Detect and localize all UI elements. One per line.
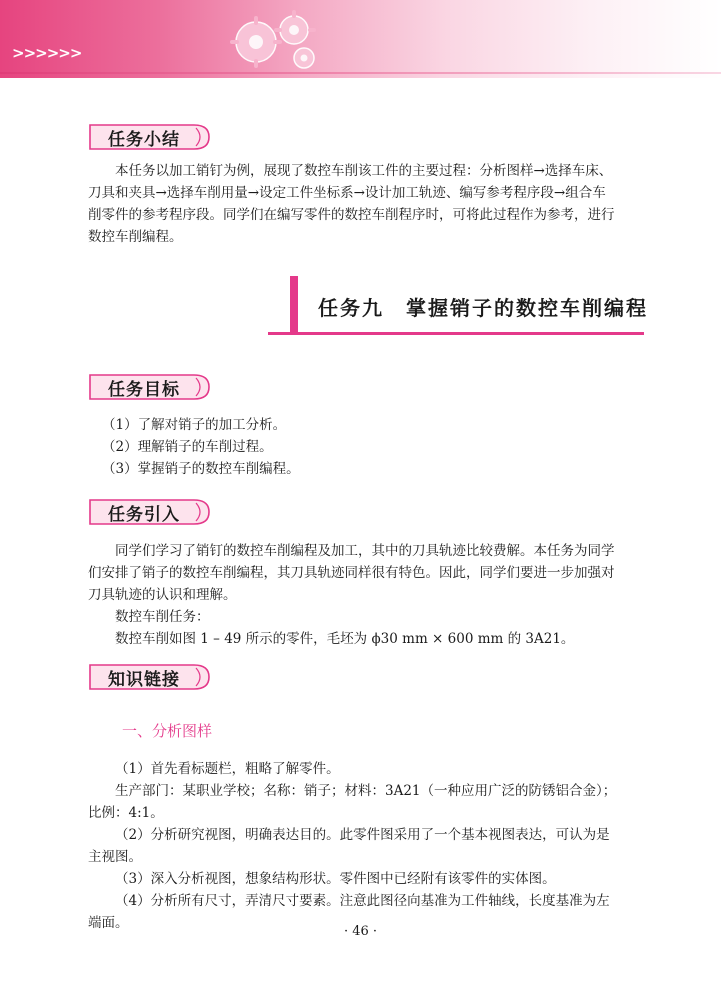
intro-line: 数控车削任务： xyxy=(115,609,210,625)
summary-paragraph xyxy=(88,160,643,248)
summary-badge xyxy=(88,122,212,152)
page-number: · 46 · xyxy=(343,924,378,939)
summary-badge-label: 任务小结 xyxy=(108,130,180,150)
header-banner xyxy=(0,0,721,78)
goal-item: （1）了解对销子的加工分析。 xyxy=(102,417,287,433)
chevrons-decoration: >>>>>> xyxy=(12,44,82,62)
section-subheading: 一、分析图样 xyxy=(122,722,213,740)
knowledge-badge-label: 知识链接 xyxy=(108,670,180,690)
intro-badge xyxy=(88,497,212,527)
knowledge-line: （2）分析研究视图，明确表达目的。此零件图采用了一个基本视图表达，可认为是 xyxy=(115,827,610,843)
knowledge-line: 生产部门：某职业学校；名称：销子；材料：3A21（一种应用广泛的防锈铝合金）； xyxy=(115,783,617,799)
gears-icon xyxy=(222,8,332,74)
summary-line: 数控车削编程。 xyxy=(88,229,183,245)
goal-item: （3）掌握销子的数控车削编程。 xyxy=(102,461,300,477)
goals-badge-label: 任务目标 xyxy=(108,380,180,400)
summary-line: 本任务以加工销钉为例，展现了数控车削该工件的主要过程：分析图样→选择车床、 xyxy=(115,163,613,179)
knowledge-line: 主视图。 xyxy=(88,849,142,865)
knowledge-line: 比例：4:1。 xyxy=(88,805,164,821)
task-title-underline xyxy=(268,332,644,335)
intro-paragraph xyxy=(88,540,643,650)
summary-line: 削零件的参考程序段。同学们在编写零件的数控车削程序时，可将此过程作为参考，进行 xyxy=(88,207,615,223)
intro-badge-label: 任务引入 xyxy=(108,505,180,525)
header-divider xyxy=(0,72,721,74)
intro-line: 们安排了销子的数控车削编程，其刀具轨迹同样很有特色。因此，同学们要进一步加强对 xyxy=(88,565,615,581)
knowledge-line: （3）深入分析视图，想象结构形状。零件图中已经附有该零件的实体图。 xyxy=(115,871,556,887)
knowledge-badge xyxy=(88,662,212,692)
knowledge-line: （4）分析所有尺寸，弄清尺寸要素。注意此图径向基准为工件轴线，长度基准为左 xyxy=(115,893,610,909)
knowledge-line: （1）首先看标题栏，粗略了解零件。 xyxy=(115,761,340,777)
knowledge-line: 端面。 xyxy=(88,915,129,931)
knowledge-paragraph xyxy=(88,758,643,934)
intro-line: 刀具轨迹的认识和理解。 xyxy=(88,587,237,603)
summary-line: 刀具和夹具→选择车削用量→设定工件坐标系→设计加工轨迹、编写参考程序段→组合车 xyxy=(88,185,606,201)
intro-line: 数控车削如图 1 – 49 所示的零件，毛坯为 ϕ30 mm × 600 mm 的 3A21。 xyxy=(115,631,575,647)
task-title-bar xyxy=(290,276,298,334)
intro-line: 同学们学习了销钉的数控车削编程及加工，其中的刀具轨迹比较费解。本任务为同学 xyxy=(115,543,615,559)
goal-item: （2）理解销子的车削过程。 xyxy=(102,439,273,455)
goals-badge xyxy=(88,372,212,402)
task-title: 任务九 掌握销子的数控车削编程 xyxy=(318,296,648,320)
